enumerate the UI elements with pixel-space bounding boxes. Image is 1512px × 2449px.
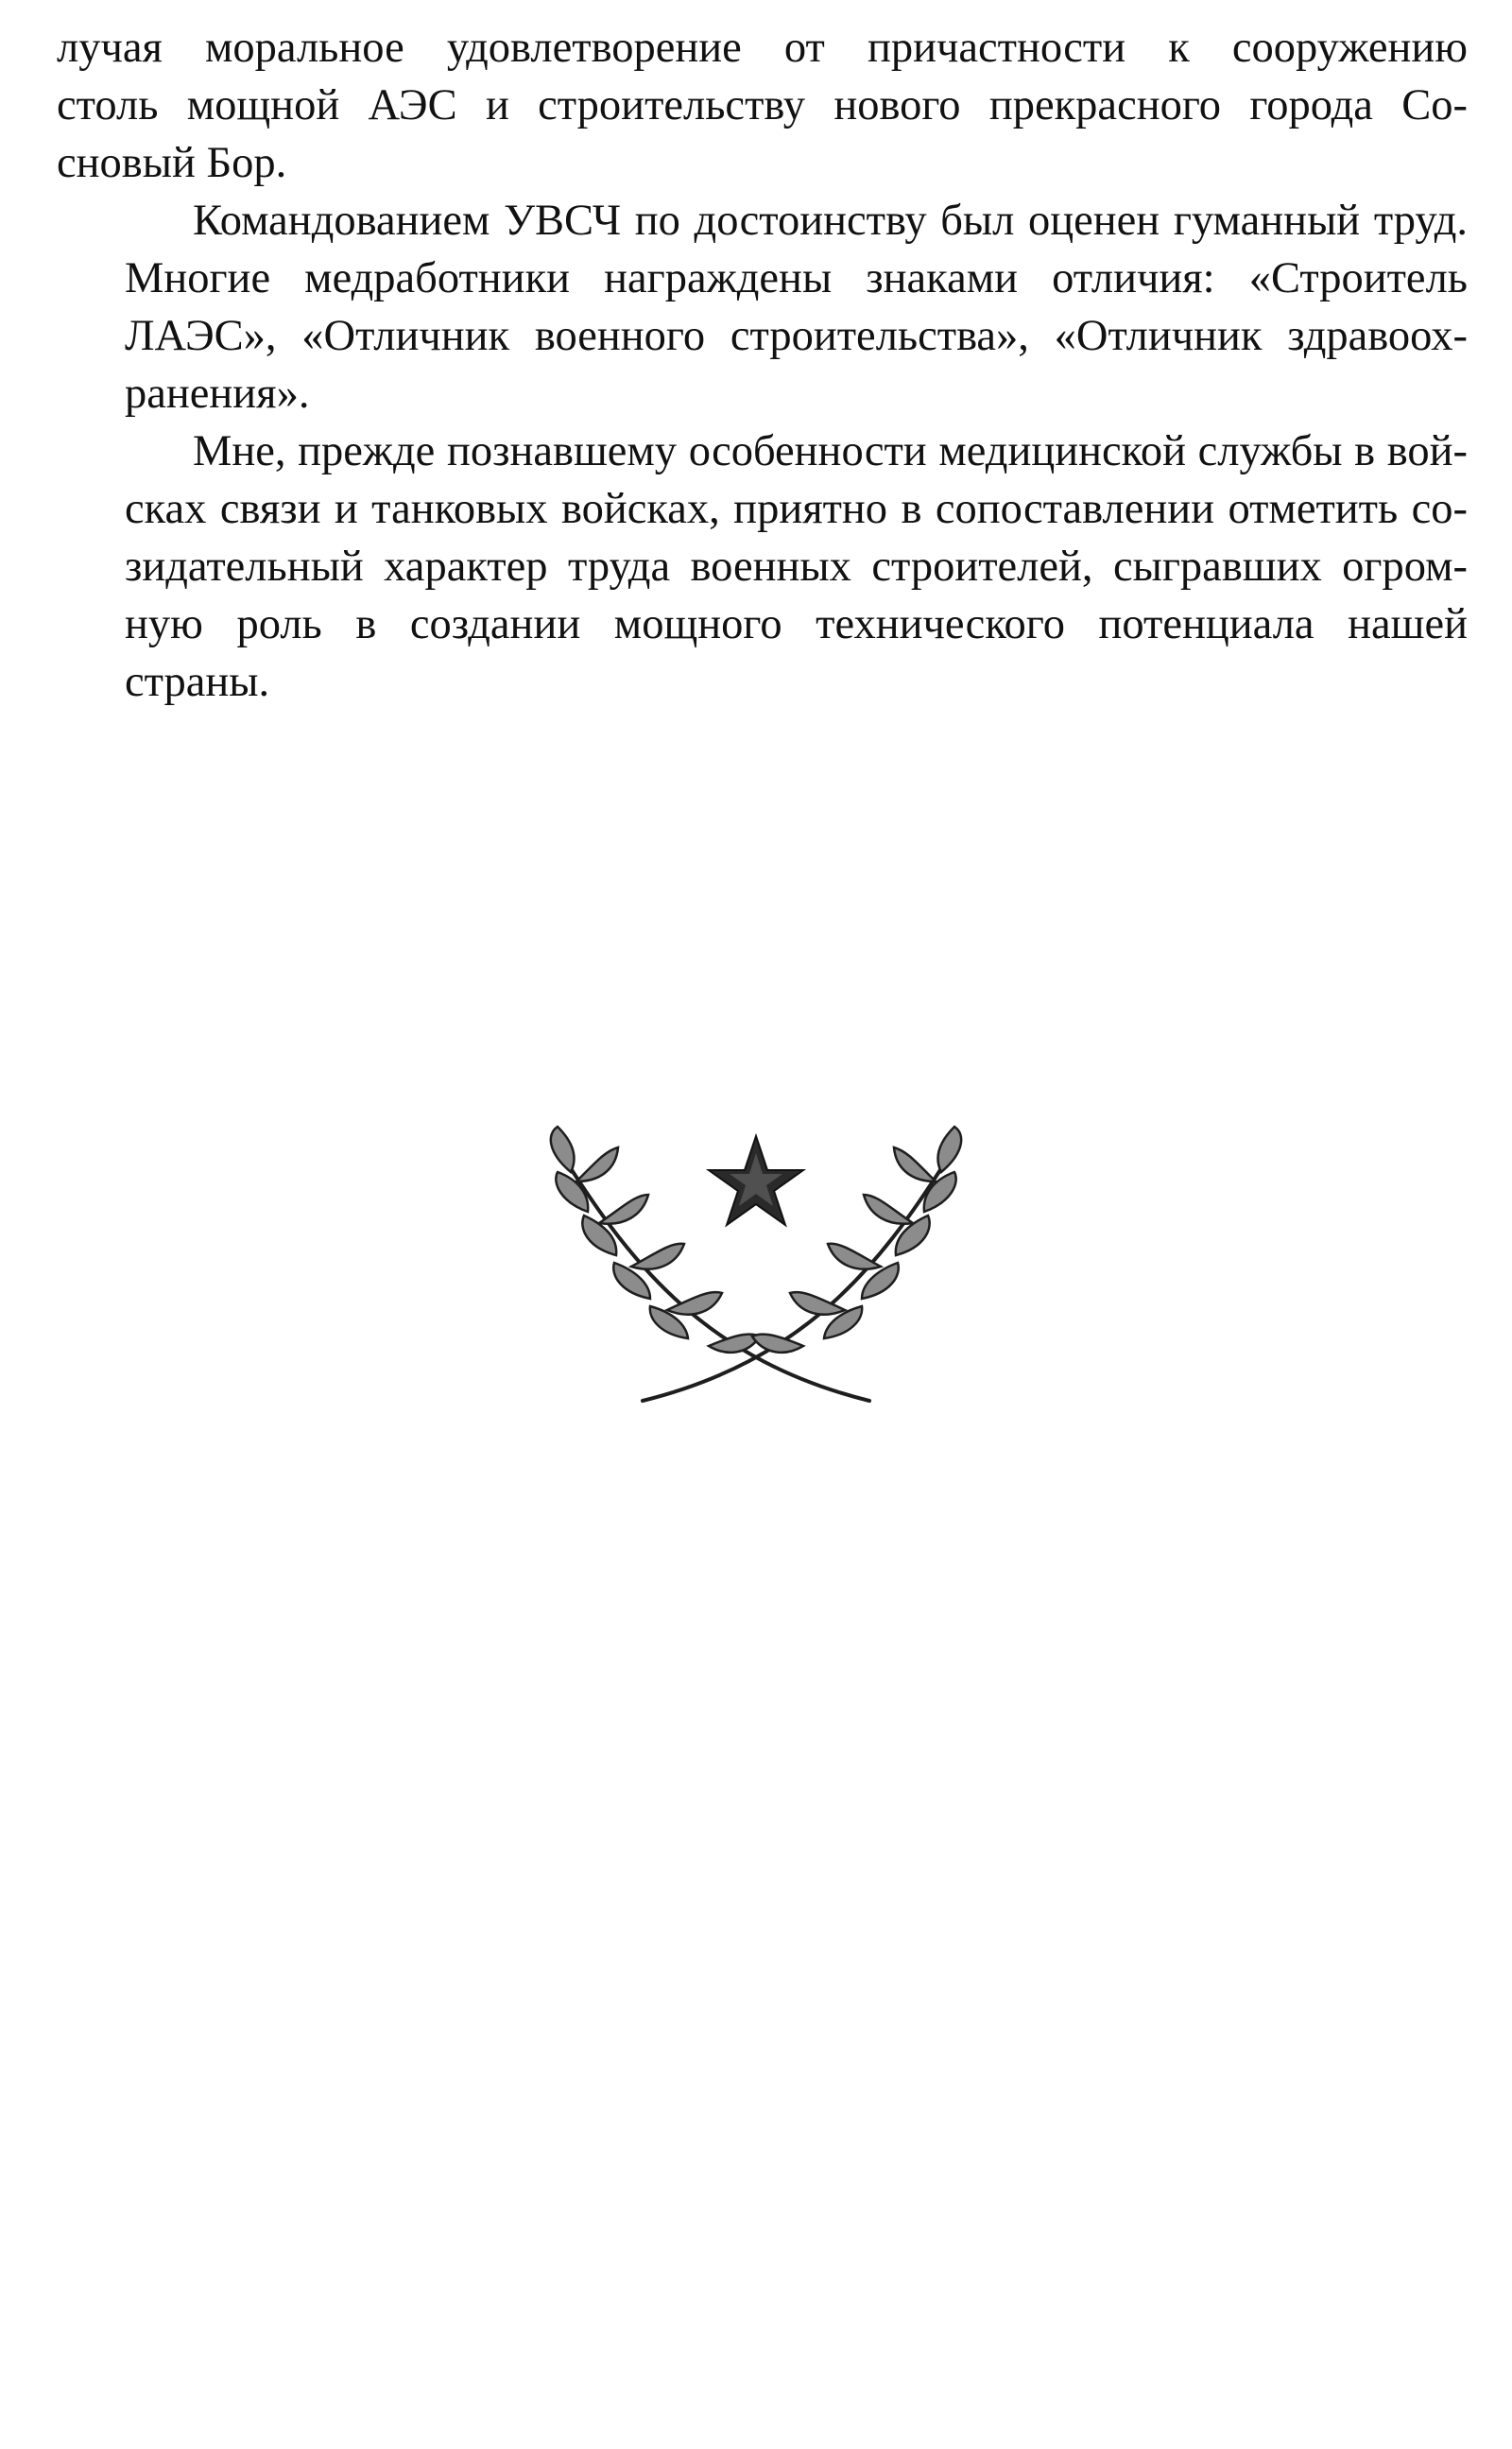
- text-line: ЛАЭС», «Отличник военного строительства», «Отличник здравоох-: [125, 312, 1468, 360]
- laurel-right-icon: [752, 1127, 961, 1353]
- laurel-left-icon: [551, 1127, 760, 1353]
- text-line: лучая моральное удовлетворение от причастности к сооружению: [57, 24, 1468, 72]
- paragraph-1: [57, 19, 1468, 192]
- paragraph-2: [57, 192, 1468, 423]
- text-line: зидательный характер труда военных строителей, сыгравших огром-: [125, 543, 1468, 591]
- text-line: Командованием УВСЧ по достоинству был оценен гуманный труд.: [193, 197, 1468, 245]
- body-text: [57, 19, 1468, 711]
- text-line: столь мощной АЭС и строительству нового прекрасного города Со-: [57, 81, 1468, 129]
- text-line: сках связи и танковых войсках, приятно в сопоставлении отметить со-: [125, 485, 1468, 533]
- text-line: страны.: [125, 658, 270, 706]
- text-line: Многие медработники награждены знаками отличия: «Строитель: [125, 254, 1468, 302]
- paragraph-3: [57, 423, 1468, 711]
- text-line: Мне, прежде познавшему особенности медицинской службы в вой-: [193, 427, 1468, 475]
- star-laurel-emblem-icon: [529, 1125, 983, 1446]
- text-line: ранения».: [125, 370, 310, 418]
- text-line: сновый Бор.: [57, 139, 287, 187]
- text-line: ную роль в создании мощного технического потенциала нашей: [125, 600, 1468, 648]
